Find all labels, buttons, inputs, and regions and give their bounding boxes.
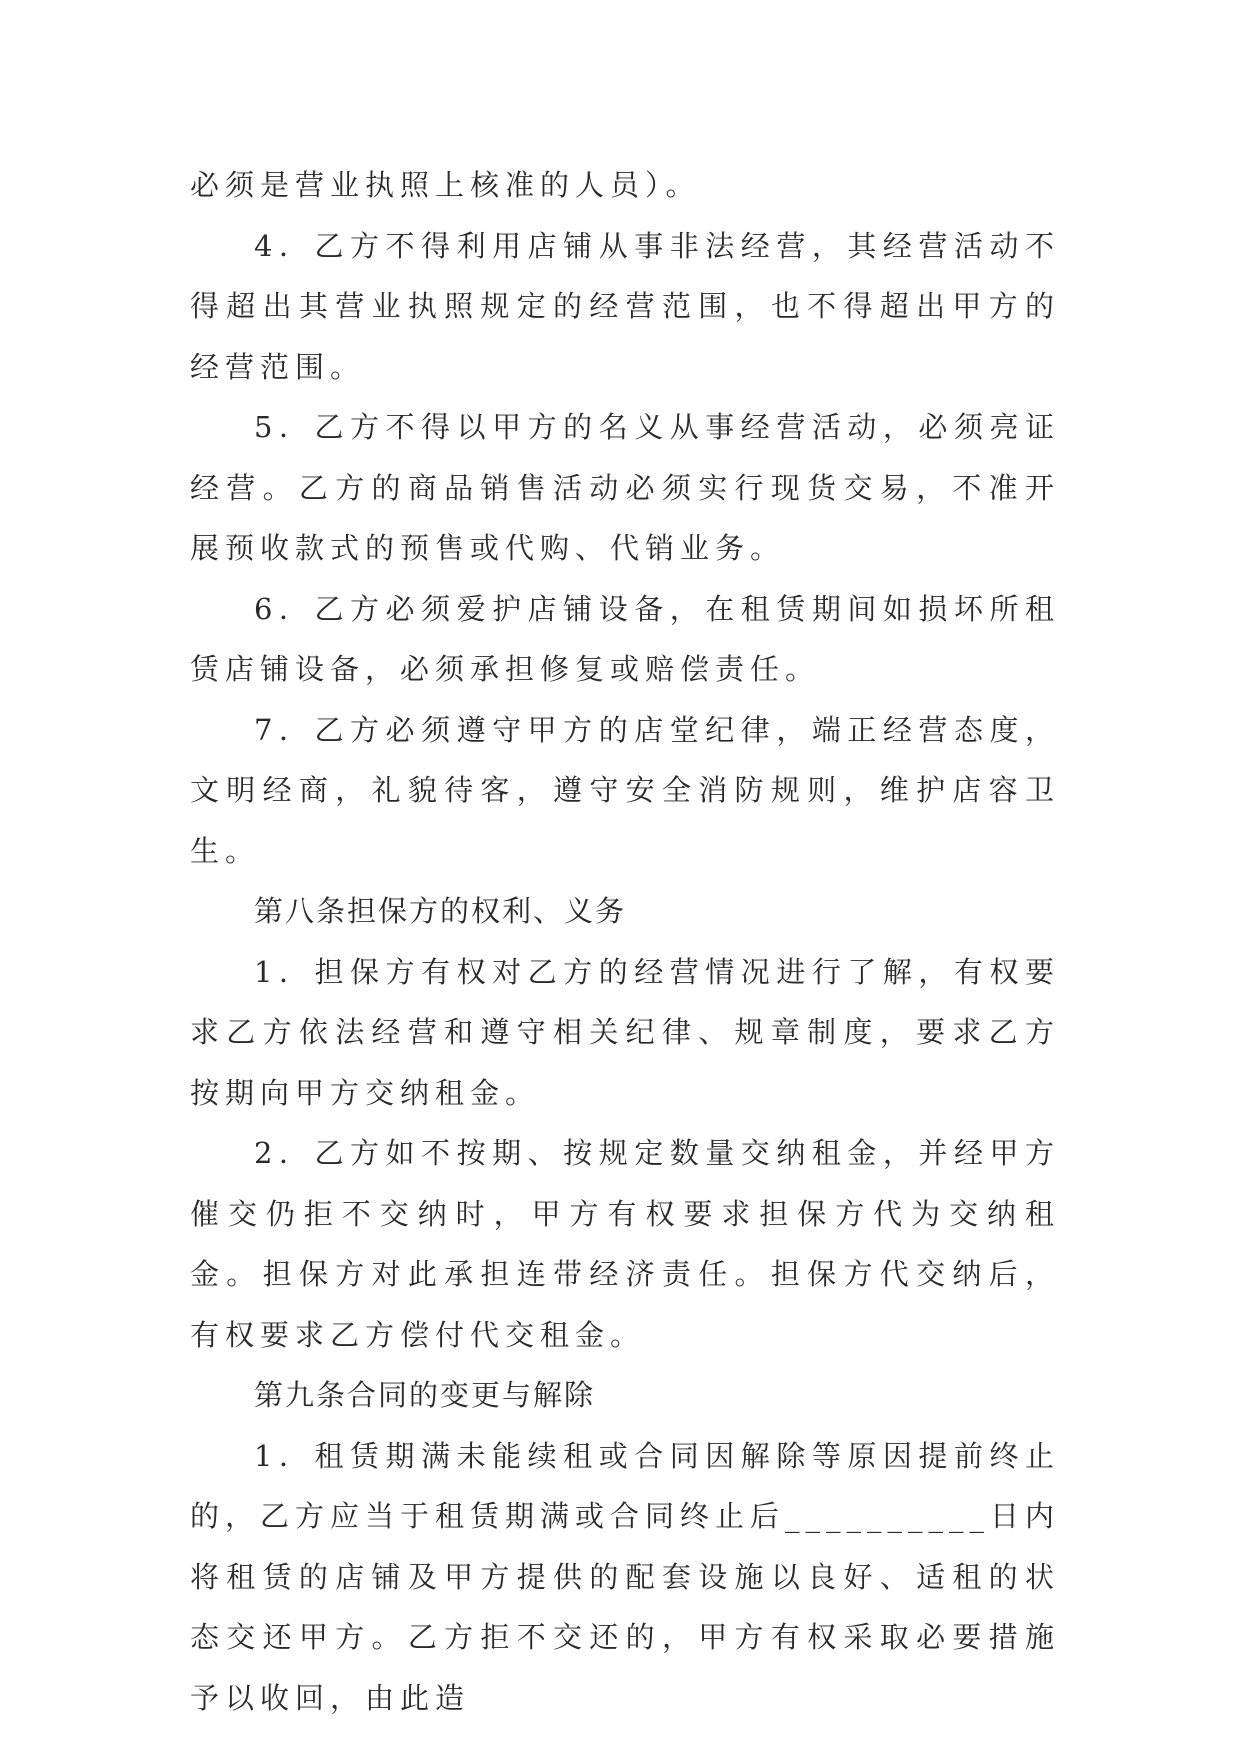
section-heading-article-8: 第八条担保方的权利、义务: [254, 894, 627, 928]
paragraph-article-8-item-2: 2．乙方如不按期、按规定数量交纳租金，并经甲方催交仍拒不交纳时，甲方有权要求担保方代为交纳租金。担保方对此承担连带经济责任。担保方代交纳后，有权要求乙方偿付代交租金。: [190, 1136, 1060, 1352]
paragraph-item-5: 5．乙方不得以甲方的名义从事经营活动，必须亮证经营。乙方的商品销售活动必须实行现货交易，不准开展预收款式的预售或代购、代销业务。: [190, 410, 1060, 565]
paragraph-continuation: 必须是营业执照上核准的人员）。: [190, 168, 701, 202]
paragraph-article-9-item-1: 1．租赁期满未能续租或合同因解除等原因提前终止的，乙方应当于租赁期满或合同终止后__________日内将租赁的店铺及甲方提供的配套设施以良好、适租的状态交还甲方。乙方拒不交还的，甲方有权采取必要措施予以收回，由此造: [190, 1438, 1061, 1715]
paragraph-item-6: 6．乙方必须爱护店铺设备，在租赁期间如损坏所租赁店铺设备，必须承担修复或赔偿责任。: [190, 591, 1060, 686]
paragraph-item-7: 7．乙方必须遵守甲方的店堂纪律，端正经营态度，文明经商，礼貌待客，遵守安全消防规则，维护店容卫生。: [190, 712, 1060, 868]
section-heading-article-9: 第九条合同的变更与解除: [254, 1378, 596, 1412]
paragraph-article-8-item-1: 1．担保方有权对乙方的经营情况进行了解，有权要求乙方依法经营和遵守相关纪律、规章制度，要求乙方按期向甲方交纳租金。: [190, 954, 1060, 1110]
paragraph-item-4: 4．乙方不得利用店铺从事非法经营，其经营活动不得超出其营业执照规定的经营范围，也不得超出甲方的经营范围。: [190, 228, 1060, 384]
document-body: [190, 155, 1060, 1728]
